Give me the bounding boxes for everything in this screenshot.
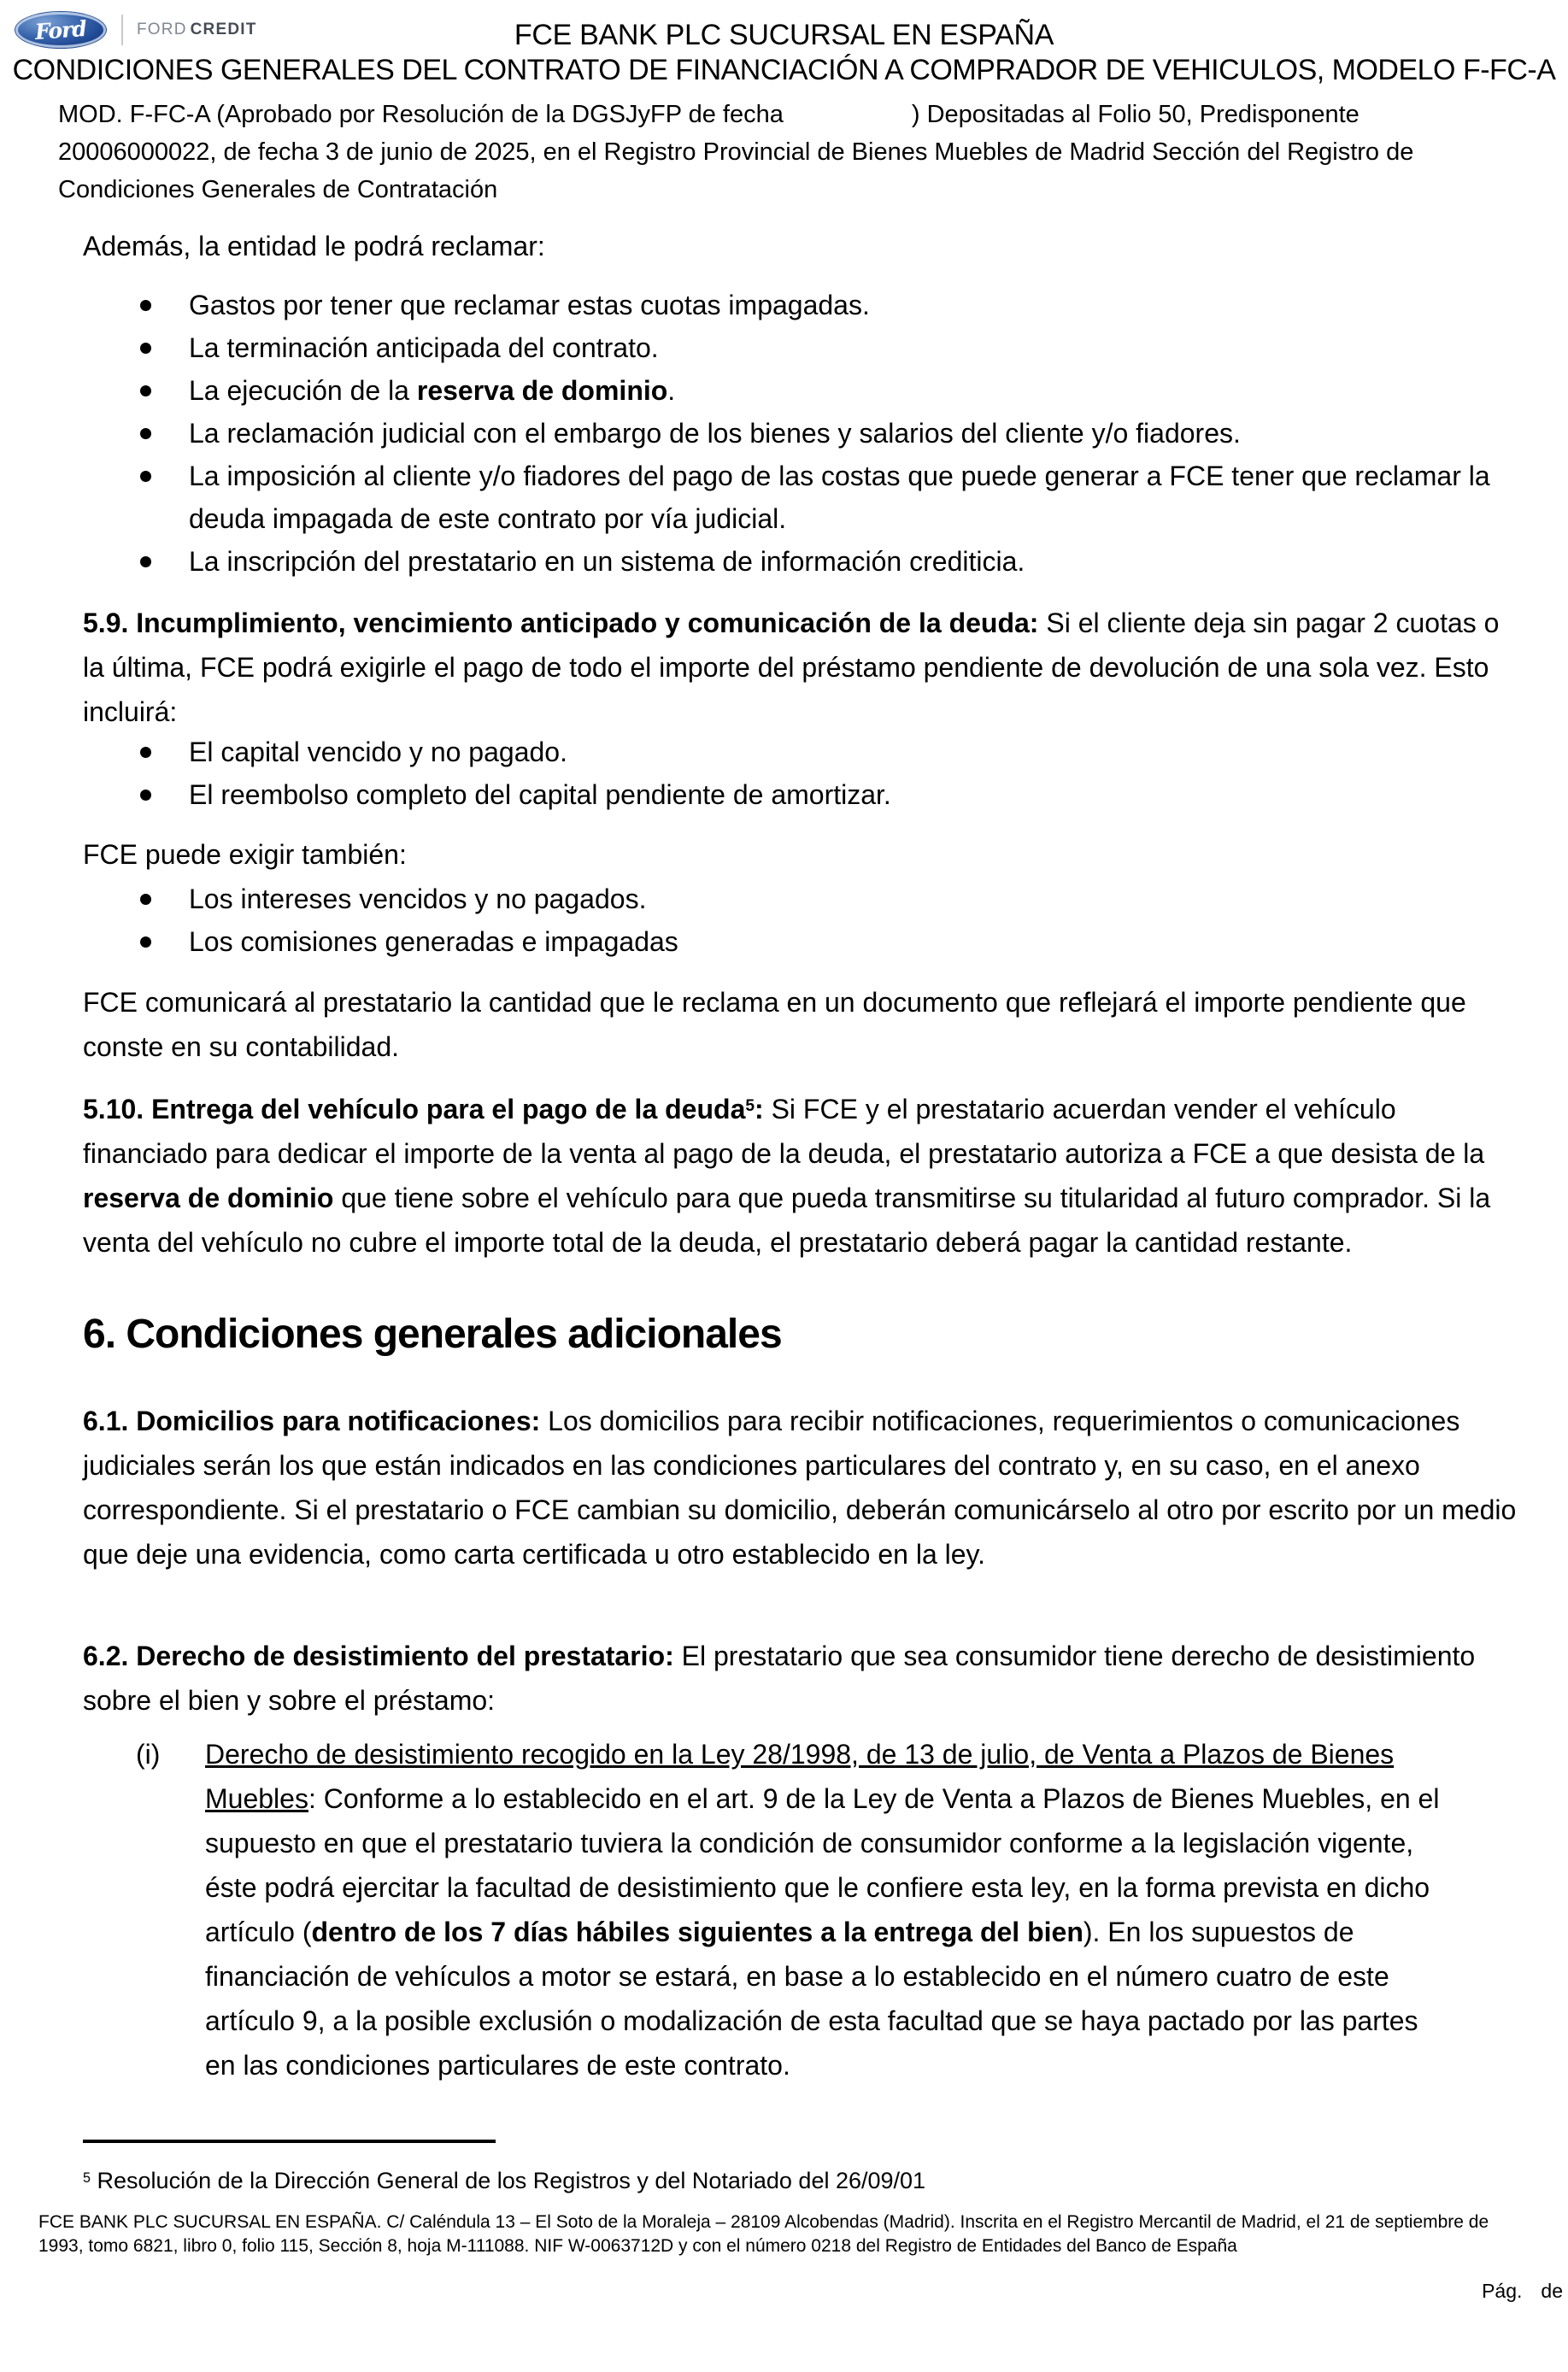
document-title: FCE BANK PLC SUCURSAL EN ESPAÑA (514, 19, 1054, 51)
list-item-text: La imposición al cliente y/o fiadores del pago de las costas que puede generar a FCE tener que reclamar la deuda impagada de este contrato por vía judicial. (189, 461, 1490, 534)
list-item (83, 920, 1525, 963)
fce-exigir-intro: FCE puede exigir también: (83, 839, 407, 870)
section-5-9-heading: 5.9. Incumplimiento, vencimiento anticipado y comunicación de la deuda: (83, 608, 1039, 638)
list-item (83, 878, 1525, 920)
claims-intro: Además, la entidad le podrá reclamar: (83, 231, 545, 261)
section-5-10-paragraph (83, 1087, 1525, 1265)
item-i-bold-term: dentro de los 7 días hábiles siguientes a la entrega del bien (311, 1917, 1084, 1947)
page-of-label: de (1541, 2280, 1563, 2302)
section-5-10-colon: : (755, 1094, 764, 1124)
section-6-2-body: El prestatario que sea consumidor tiene derecho de desistimiento sobre el bien y sobre el préstamo: (83, 1641, 1476, 1716)
item-i-label: (i) (136, 1739, 161, 1770)
footnote-number: 5 (83, 2169, 91, 2186)
item-i-underlined-law: Derecho de desistimiento recogido en la Ley 28/1998, de 13 de julio, de Venta a Plazos de Bienes Muebles (205, 1739, 1395, 1814)
section-5-9-closing: FCE comunicará al prestatario la cantidad que le reclama en un documento que reflejará el importe pendiente que conste en su contabilidad. (83, 987, 1466, 1062)
page-number (1482, 2280, 1563, 2303)
section-5-10-body: Si FCE y el prestatario acuerdan vender el vehículo financiado para dedicar el importe de la venta al pago de la deuda, el prestatario autoriza a FCE a que desista de la (83, 1094, 1485, 1169)
footnote-5 (83, 2164, 925, 2198)
list-item-text: La terminación anticipada del contrato. (189, 332, 659, 363)
list-item-text: El capital vencido y no pagado. (189, 737, 567, 767)
page-label: Pág. (1482, 2280, 1523, 2302)
section-6-1-body: Los domicilios para recibir notificaciones, requerimientos o comunicaciones judiciales serán los que están indicados en las condiciones particulares del contrato y, en su caso, en el anexo correspondiente. Si el prestatario o FCE cambian su domicilio, deberán comunicárselo al otro por escrito por un medio que deje una evidencia, como carta certificada u otro establecido en la ley. (83, 1406, 1517, 1570)
section-6-1-paragraph (83, 1399, 1525, 1576)
list-item-text: Gastos por tener que reclamar estas cuotas impagadas. (189, 290, 870, 320)
legal-footer: FCE BANK PLC SUCURSAL EN ESPAÑA. C/ Caléndula 13 – El Soto de la Moraleja – 28109 Alcobendas (Madrid). Inscrita en el Registro Mercantil de Madrid, el 21 de septiembre de 1993, tomo 6821, libro 0, folio 115, Sección 8, hoja M-111088. NIF W-0063712D y con el número 0218 del Registro de Entidades del Banco de España (38, 2212, 1489, 2256)
fce-exigir-list (83, 878, 1525, 963)
section-6-2-heading: 6.2. Derecho de desistimiento del prestatario: (83, 1641, 674, 1671)
footnote-reference-5: 5 (745, 1097, 755, 1116)
list-item (83, 369, 1525, 412)
registration-after-date: ) Depositadas al Folio 50, Predisponente 20006000022, de fecha 3 de junio de 2025, en el Registro Provincial de Bienes Muebles de Madrid Sección del Registro de Condiciones Generales de Contratación (58, 101, 1414, 203)
section-6-1-heading: 6.1. Domicilios para notificaciones: (83, 1406, 541, 1436)
list-item-text: La ejecución de la (189, 375, 417, 406)
list-item (83, 284, 1525, 326)
ford-script-text: Ford (34, 15, 87, 44)
reserva-dominio-bold: reserva de dominio (83, 1183, 334, 1213)
list-item (83, 540, 1525, 583)
section-5-10-heading: 5.10. Entrega del vehículo para el pago de la deuda (83, 1094, 746, 1124)
list-item (83, 455, 1525, 540)
list-item-text: Los comisiones generadas e impagadas (189, 926, 678, 957)
list-item (83, 326, 1525, 369)
list-item-text: La inscripción del prestatario en un sistema de información crediticia. (189, 546, 1025, 577)
section-5-9-body: Si el cliente deja sin pagar 2 cuotas o la última, FCE podrá exigirle el pago de todo el importe del préstamo pendiente de devolución de una sola vez. Esto incluirá: (83, 608, 1500, 727)
list-item (83, 412, 1525, 455)
list-item-text: Los intereses vencidos y no pagados. (189, 884, 647, 914)
brand-ford: FORD (137, 21, 187, 38)
claims-list (83, 284, 1525, 583)
list-item-bold: reserva de dominio (416, 375, 668, 406)
footnote-text: Resolución de la Dirección General de los Registros y del Notariado del 26/09/01 (91, 2168, 926, 2193)
section-5-9-list (83, 731, 1525, 816)
section-5-9-paragraph (83, 601, 1525, 734)
section-5-10-body-2: que tiene sobre el vehículo para que pueda transmitirse su titularidad al futuro comprador. Si la venta del vehículo no cubre el importe total de la deuda, el prestatario deberá pagar la cantidad restante. (83, 1183, 1491, 1258)
registration-paragraph (58, 96, 1521, 208)
list-item (83, 773, 1525, 816)
item-i-text (205, 1732, 1444, 2087)
section-6-heading: 6. Condiciones generales adicionales (83, 1312, 782, 1357)
item-i-body-2: ). En los supuestos de financiación de vehículos a motor se estará, en base a lo establecido en el número cuatro de este artículo 9, a la posible exclusión o modalización de esta facultad que se haya pactado por las partes en las condiciones particulares de este contrato. (205, 1917, 1418, 2081)
document-subtitle: CONDICIONES GENERALES DEL CONTRATO DE FINANCIACIÓN A COMPRADOR DE VEHICULOS, MODELO F-FC-A (12, 54, 1556, 86)
registration-before-date: MOD. F-FC-A (Aprobado por Resolución de la DGSJyFP de fecha (58, 101, 784, 128)
brand-credit: CREDIT (190, 21, 257, 38)
item-i-body: : Conforme a lo establecido en el art. 9 de la Ley de Venta a Plazos de Bienes Muebles, en el supuesto en que el prestatario tuviera la condición de consumidor conforme a la legislación vigente, éste podrá ejercitar la facultad de desistimiento que le confiere esta ley, en la forma prevista en dicho artículo ( (205, 1783, 1440, 1947)
footnote-separator (83, 2140, 496, 2143)
list-item-text: El reembolso completo del capital pendiente de amortizar. (189, 779, 891, 810)
withdrawal-right-item-i (136, 1732, 1525, 2087)
list-item (83, 731, 1525, 773)
list-item-text: La reclamación judicial con el embargo de los bienes y salarios del cliente y/o fiadores. (189, 418, 1241, 449)
list-item-text: . (667, 375, 676, 406)
section-6-2-paragraph (83, 1634, 1525, 1723)
